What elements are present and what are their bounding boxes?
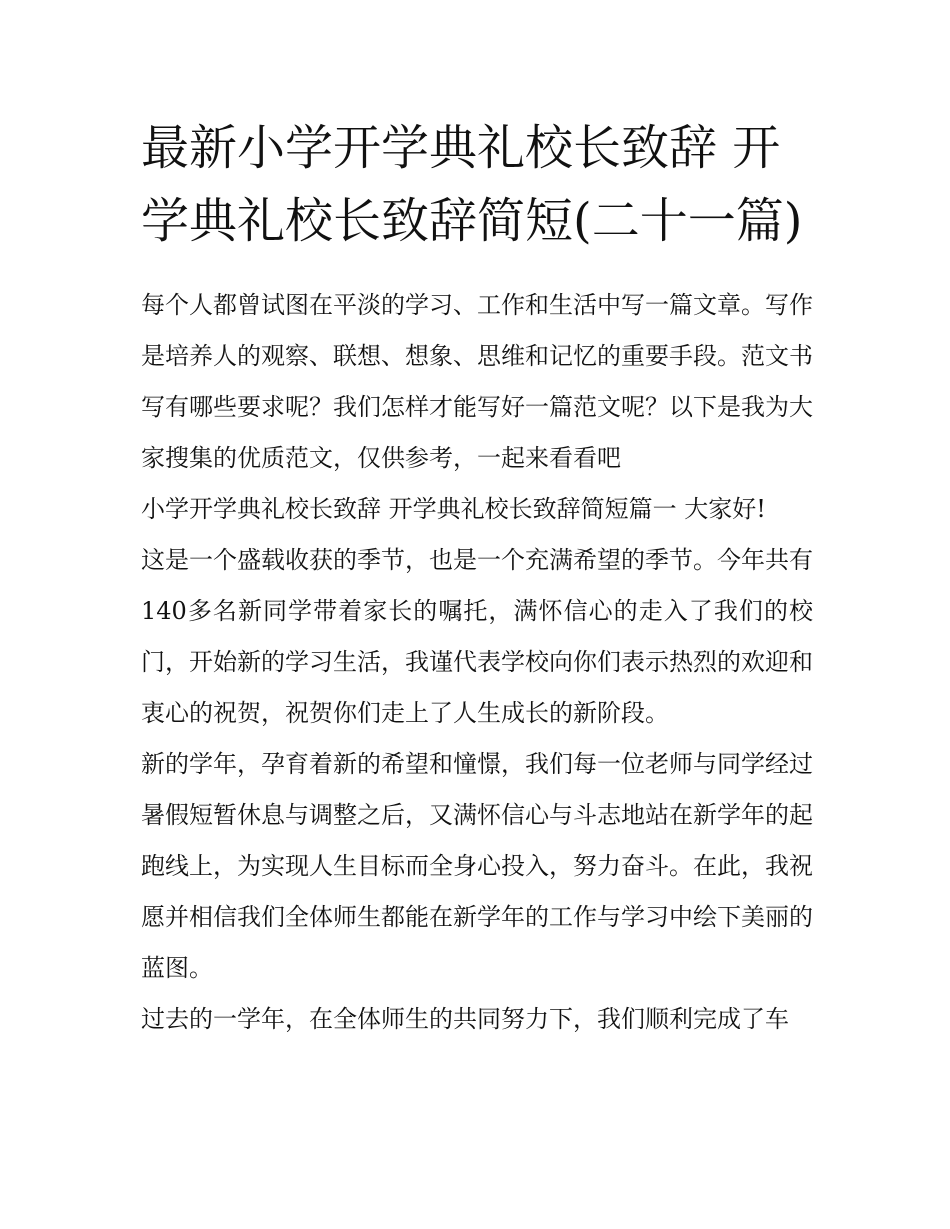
document-page bbox=[141, 112, 813, 1045]
new-term-paragraph: 新的学年，孕育着新的希望和憧憬，我们每一位老师与同学经过暑假短暂休息与调整之后，又满怀信心与斗志地站在新学年的起跑线上，为实现人生目标而全身心投入，努力奋斗。在此，我祝愿并相信我们全体师生都能在新学年的工作与学习中绘下美丽的蓝图。 bbox=[141, 750, 813, 982]
document-body bbox=[141, 280, 813, 1045]
document-title: 最新小学开学典礼校长致辞 开学典礼校长致辞简短(二十一篇) bbox=[141, 120, 803, 249]
section-heading-paragraph: 小学开学典礼校长致辞 开学典礼校长致辞简短篇一 大家好! bbox=[141, 495, 766, 523]
welcome-paragraph: 这是一个盛载收获的季节，也是一个充满希望的季节。今年共有140多名新同学带着家长的嘱托，满怀信心的走入了我们的校门，开始新的学习生活，我谨代表学校向你们表示热烈的欢迎和衷心的祝贺，祝贺你们走上了人生成长的新阶段。 bbox=[141, 546, 813, 727]
past-year-paragraph: 过去的一学年，在全体师生的共同努力下，我们顺利完成了车 bbox=[141, 1005, 789, 1033]
intro-paragraph: 每个人都曾试图在平淡的学习、工作和生活中写一篇文章。写作是培养人的观察、联想、想象、思维和记忆的重要手段。范文书写有哪些要求呢？我们怎样才能写好一篇范文呢？以下是我为大家搜集的优质范文，仅供参考，一起来看看吧 bbox=[141, 291, 813, 472]
